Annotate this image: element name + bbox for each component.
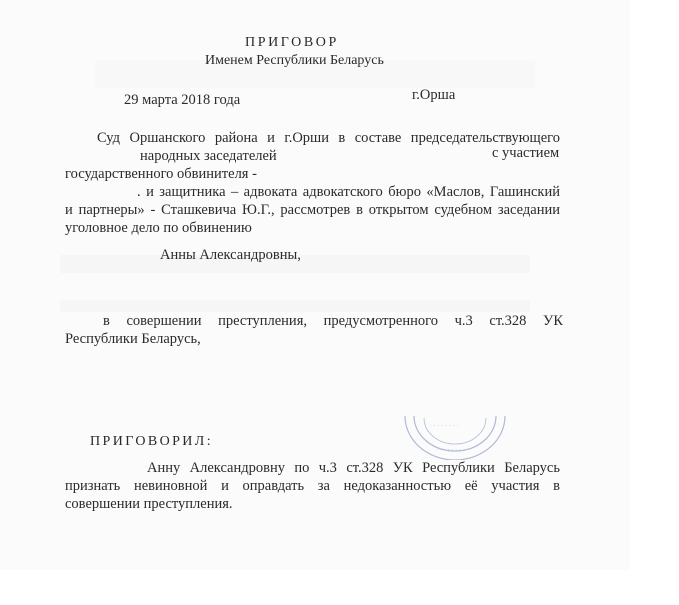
- body-line: в совершении преступления, предусмотренного ч.3 ст.328 УК: [103, 313, 563, 329]
- verdict-heading: ПРИГОВОРИЛ:: [90, 434, 213, 449]
- body-line: и партнеры» - Сташкевича Ю.Г., рассмотрев в открытом судебном заседании: [65, 202, 560, 218]
- defendant-name: Анны Александровны,: [160, 247, 301, 263]
- document-date: 29 марта 2018 года: [124, 92, 241, 108]
- svg-text:· · · · · · · ·: · · · · · · · ·: [430, 423, 459, 430]
- document-title: ПРИГОВОР: [245, 35, 339, 50]
- document-subtitle: Именем Республики Беларусь: [205, 53, 384, 68]
- body-line: Суд Оршанского района и г.Орши в составе председательствующего: [97, 130, 560, 146]
- body-line: с участием: [492, 145, 560, 161]
- court-seal-icon: [400, 408, 510, 460]
- redaction-shade: [60, 300, 530, 312]
- svg-text:· · · · · · ·: · · · · · · ·: [436, 447, 461, 454]
- body-line: уголовное дело по обвинению: [65, 220, 252, 236]
- body-line: государственного обвинителя -: [65, 166, 257, 182]
- body-line: . и защитника – адвоката адвокатского бюро «Маслов, Гашинский: [137, 184, 560, 200]
- body-line: Республики Беларусь,: [65, 331, 201, 347]
- document-city: г.Орша: [412, 87, 456, 103]
- verdict-line: Анну Александровну по ч.3 ст.328 УК Республики Беларусь: [147, 460, 560, 476]
- verdict-line: признать невиновной и оправдать за недоказанностью её участия в: [65, 478, 560, 494]
- body-line: народных заседателей: [140, 148, 277, 164]
- verdict-line: совершении преступления.: [65, 496, 233, 512]
